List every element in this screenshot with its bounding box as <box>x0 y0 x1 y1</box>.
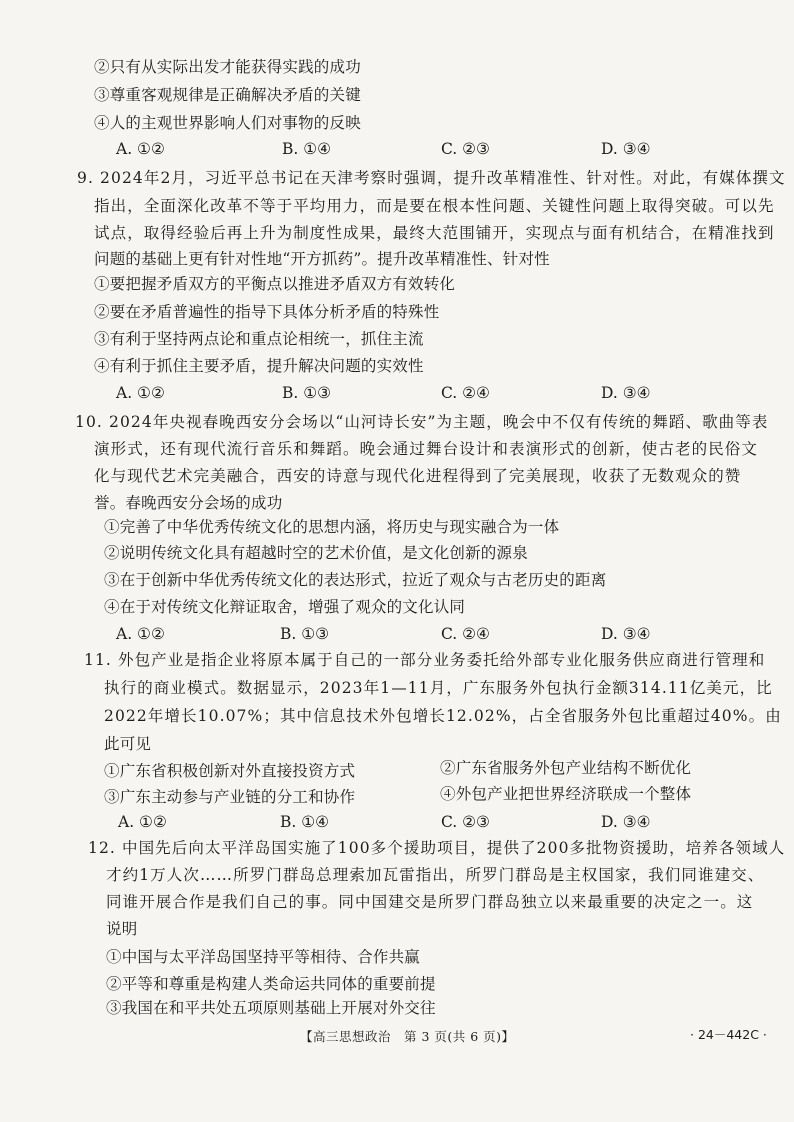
exam-code: · 24－442C · <box>690 1027 767 1042</box>
q11-option-c: C. ②③ <box>441 813 490 831</box>
q12-item-2: ②平等和尊重是构建人类命运共同体的重要前提 <box>106 975 436 993</box>
q11-item-3: ③广东主动参与产业链的分工和协作 <box>104 788 356 806</box>
q10-stem-line: 化与现代艺术完美融合，西安的诗意与现代化进程得到了完美展现，收获了无数观众的赞 <box>94 467 742 485</box>
q8-option-a: A. ①② <box>116 140 165 158</box>
q11-item-2: ②广东省服务外包产业结构不断优化 <box>440 759 692 777</box>
q11-item-4: ④外包产业把世界经济联成一个整体 <box>440 785 692 803</box>
q10-stem-line: 演形式，还有现代流行音乐和舞蹈。晚会通过舞台设计和表演形式的创新，使古老的民俗文 <box>94 440 759 458</box>
q10-option-b: B. ①③ <box>280 625 330 643</box>
q9-option-a: A. ①② <box>116 384 165 402</box>
q8-option-b: B. ①④ <box>282 140 332 158</box>
page-footer: 【高三思想政治 第 3 页(共 6 页)】 <box>300 1029 515 1044</box>
q8-item-3: ③尊重客观规律是正确解决矛盾的关键 <box>94 86 361 104</box>
q11-option-d: D. ③④ <box>601 813 651 831</box>
q12-item-3: ③我国在和平共处五项原则基础上开展对外交往 <box>106 999 436 1017</box>
q8-item-2: ②只有从实际出发才能获得实践的成功 <box>94 58 361 76</box>
q10-option-d: D. ③④ <box>601 625 651 643</box>
q9-item-3: ③有利于坚持两点论和重点论相统一，抓住主流 <box>94 330 424 348</box>
q8-option-c: C. ②③ <box>441 140 490 158</box>
q8-option-d: D. ③④ <box>601 140 651 158</box>
q10-stem-line: 10. 2024年央视春晚西安分会场以“山河诗长安”为主题，晚会中不仅有传统的舞蹈、歌曲等表 <box>75 413 769 431</box>
q11-option-b: B. ①④ <box>280 813 330 831</box>
q9-stem-line: 指出，全面深化改革不等于平均用力，而是要在根本性问题、关键性问题上取得突破。可以先 <box>94 197 775 215</box>
q12-stem-line: 才约1万人次……所罗门群岛总理索加瓦雷指出，所罗门群岛是主权国家，我们同谁建交、 <box>106 866 765 884</box>
q9-item-4: ④有利于抓住主要矛盾，提升解决问题的实效性 <box>94 357 424 375</box>
q12-stem-line: 说明 <box>106 920 138 938</box>
q10-item-2: ②说明传统文化具有超越时空的艺术价值，是文化创新的源泉 <box>104 544 528 562</box>
q9-stem-line: 试点，取得经验后再上升为制度性成果，最终大范围铺开，实现点与面有机结合，在精准找到 <box>94 224 775 242</box>
q12-stem-line: 同谁开展合作是我们自己的事。同中国建交是所罗门群岛独立以来最重要的决定之一。这 <box>106 893 754 911</box>
q11-item-1: ①广东省积极创新对外直接投资方式 <box>104 762 356 780</box>
q10-stem-line: 誉。春晚西安分会场的成功 <box>94 494 283 512</box>
q9-option-d: D. ③④ <box>601 384 651 402</box>
q12-stem-line: 12. 中国先后向太平洋岛国实施了100多个援助项目，提供了200多批物资援助，培养各领域人 <box>88 839 786 857</box>
q9-option-c: C. ②④ <box>441 384 490 402</box>
q10-item-4: ④在于对传统文化辩证取舍，增强了观众的文化认同 <box>104 598 466 616</box>
q11-stem-line: 此可见 <box>104 735 152 753</box>
q8-item-4: ④人的主观世界影响人们对事物的反映 <box>94 114 361 132</box>
q10-item-1: ①完善了中华优秀传统文化的思想内涵，将历史与现实融合为一体 <box>104 518 560 536</box>
q9-stem-line: 9. 2024年2月，习近平总书记在天津考察时强调，提升改革精准性、针对性。对此，有媒体撰文 <box>77 169 786 187</box>
q12-item-1: ①中国与太平洋岛国坚持平等相待、合作共赢 <box>106 948 421 966</box>
q9-item-2: ②要在矛盾普遍性的指导下具体分析矛盾的特殊性 <box>94 303 440 321</box>
q10-option-c: C. ②④ <box>441 625 490 643</box>
q10-item-3: ③在于创新中华优秀传统文化的表达形式，拉近了观众与古老历史的距离 <box>104 571 607 589</box>
q9-option-b: B. ①③ <box>282 384 332 402</box>
q11-stem-line: 11. 外包产业是指企业将原本属于自己的一部分业务委托给外部专业化服务供应商进行管理和 <box>84 651 766 669</box>
q11-option-a: A. ①② <box>118 813 167 831</box>
q10-option-a: A. ①② <box>116 625 165 643</box>
q11-stem-line: 执行的商业模式。数据显示，2023年1—11月，广东服务外包执行金额314.11亿美元，比 <box>104 679 773 697</box>
q11-stem-line: 2022年增长10.07%；其中信息技术外包增长12.02%，占全省服务外包比重超过40%。由 <box>104 707 782 725</box>
q9-stem-line: 问题的基础上更有针对性地“开方抓药”。提升改革精准性、针对性 <box>94 250 550 268</box>
q9-item-1: ①要把握矛盾双方的平衡点以推进矛盾双方有效转化 <box>94 275 456 293</box>
